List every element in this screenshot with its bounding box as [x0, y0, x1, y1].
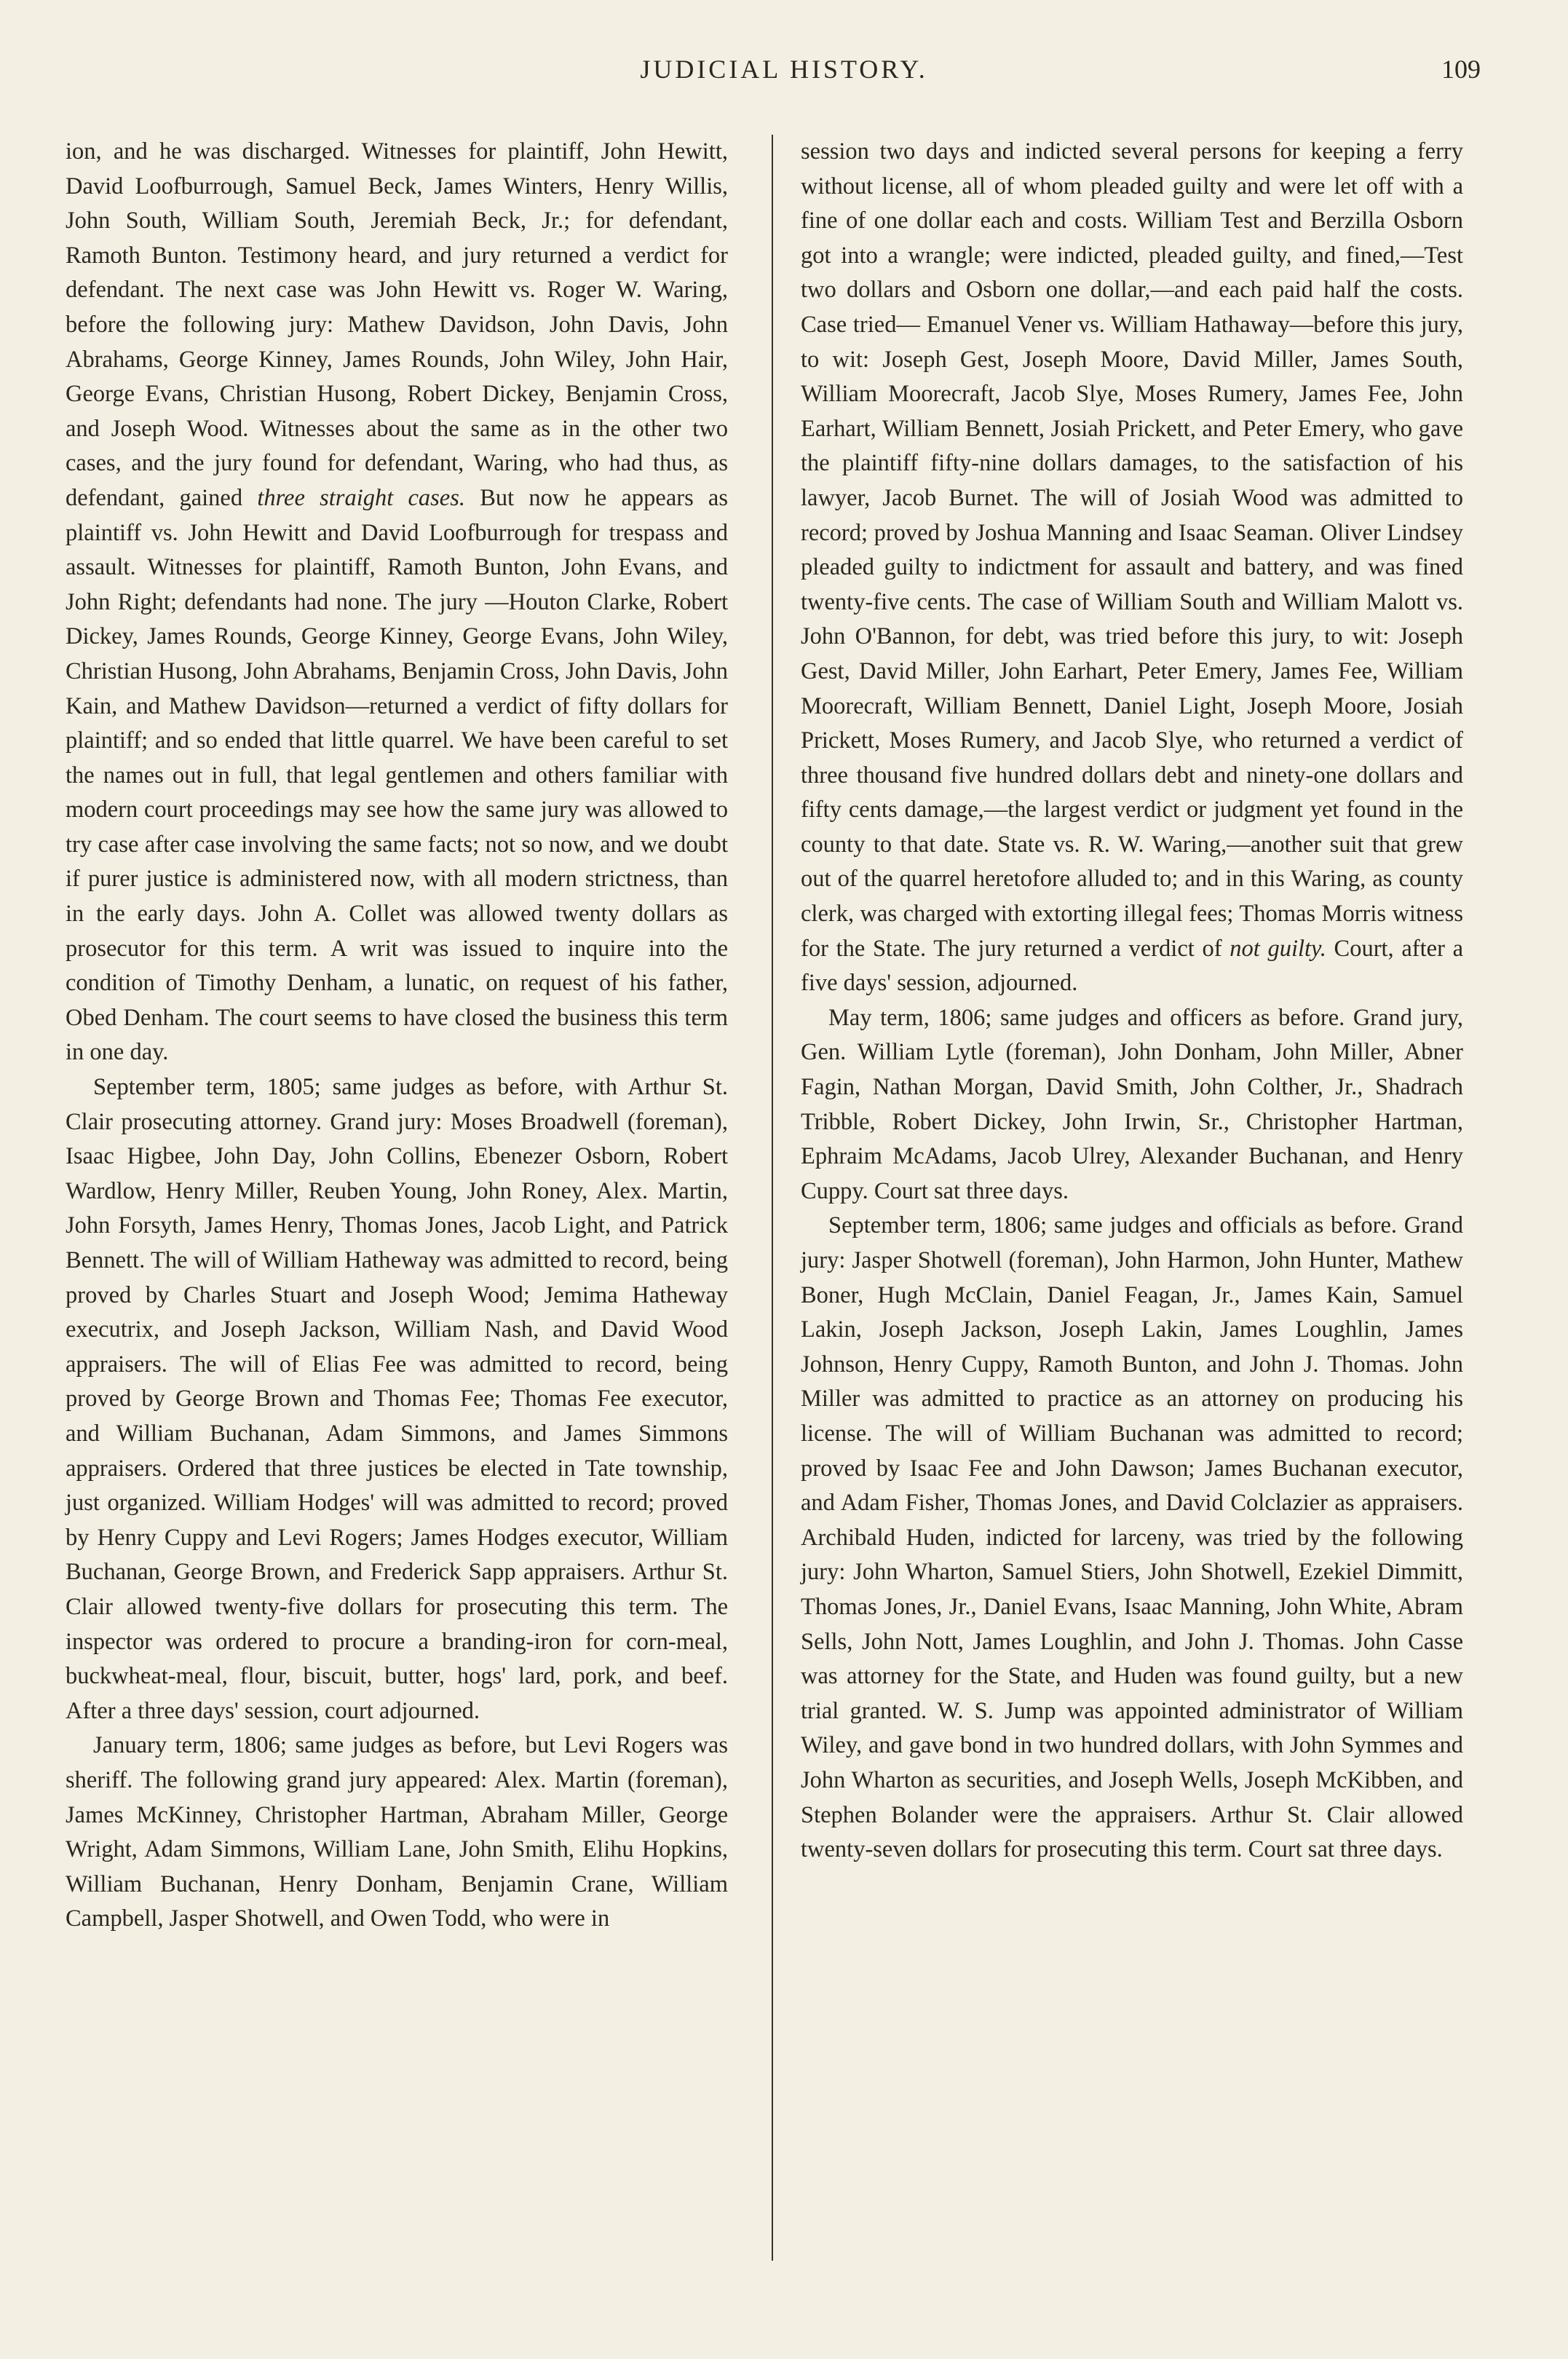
right-p1-tail: Court, after a five days' session, adjourned.	[801, 935, 1464, 997]
left-p1-italic: three straight cases.	[257, 484, 465, 511]
left-p1-tail: But now he appears as plaintiff vs. John Hewitt and David Loofburrough for trespass and assault. Witnesses for plaintiff, Ramoth Bunton, John Evans, and John Right; defendants had none. The jury —Houton Clarke, Robert Dickey, James Rounds, George Kinney, George Evans, John Wiley, Christian Husong, John Abrahams, Benjamin Cross, John Davis, John Kain, and Mathew Davidson—returned a verdict of fifty dollars for plaintiff; and so ended that little quarrel. We have been careful to set the names out in full, that legal gentlemen and others familiar with modern court proceedings may see how the same jury was allowed to try case after case involving the same facts; not so now, and we doubt if purer justice is administered now, with all modern strictness, than in the early days. John A. Collet was allowed twenty dollars as prosecutor for this term. A writ was issued to inquire into the condition of Timothy Denham, a lunatic, on request of his father, Obed Denham. The court seems to have closed the business this term in one day.	[66, 484, 729, 1066]
left-paragraph-2: September term, 1805; same judges as before, with Arthur St. Clair prosecuting attorney. Grand jury: Moses Broadwell (foreman), Isaac Higbee, John Day, John Collins, Ebenezer Osborn, Robert Wardlow, Henry Miller, Reuben Young, John Roney, Alex. Martin, John Forsyth, James Henry, Thomas Jones, Jacob Light, and Patrick Bennett. The will of William Hatheway was admitted to record, being proved by Charles Stuart and Joseph Wood; Jemima Hatheway executrix, and Joseph Jackson, William Nash, and David Wood appraisers. The will of Elias Fee was admitted to record, being proved by George Brown and Thomas Fee; Thomas Fee executor, and William Buchanan, Adam Simmons, and James Simmons appraisers. Ordered that three justices be elected in Tate township, just organized. William Hodges' will was admitted to record; proved by Henry Cuppy and Levi Rogers; James Hodges executor, William Buchanan, George Brown, and Frederick Sapp appraisers. Arthur St. Clair allowed twenty-five dollars for prosecuting this term. The inspector was ordered to procure a branding-iron for corn-meal, buckwheat-meal, flour, biscuit, butter, hogs' lard, pork, and beef. After a three days' session, court adjourned.	[66, 1074, 728, 1724]
text-columns	[66, 135, 1502, 2330]
right-p1-italic: not guilty.	[1230, 935, 1326, 962]
right-paragraph-1	[801, 135, 1463, 1001]
left-paragraph-1	[66, 135, 728, 1070]
right-paragraph-3: September term, 1806; same judges and officials as before. Grand jury: Jasper Shotwell (foreman), John Harmon, John Hunter, Mathew Boner, Hugh McClain, Daniel Feagan, Jr., James Kain, Samuel Lakin, Joseph Jackson, Joseph Lakin, James Loughlin, James Johnson, Henry Cuppy, Ramoth Bunton, and John J. Thomas. John Miller was admitted to practice as an attorney on producing his license. The will of William Buchanan was admitted to record; proved by Isaac Fee and John Dawson; James Buchanan executor, and Adam Fisher, Thomas Jones, and David Colclazier as appraisers. Archibald Huden, indicted for larceny, was tried by the following jury: John Wharton, Samuel Stiers, John Shotwell, Ezekiel Dimmitt, Thomas Jones, Jr., Daniel Evans, Isaac Manning, John White, Abram Sells, John Nott, James Loughlin, and John J. Thomas. John Casse was attorney for the State, and Huden was found guilty, but a new trial granted. W. S. Jump was appointed administrator of William Wiley, and gave bond in two hundred dollars, with John Symmes and John Wharton as securities, and Joseph Wells, Joseph McKibben, and Stephen Bolander were the appraisers. Arthur St. Clair allowed twenty-seven dollars for prosecuting this term. Court sat three days.	[801, 1212, 1463, 1863]
right-column	[801, 135, 1463, 2330]
column-divider	[772, 135, 773, 2261]
left-column	[66, 135, 728, 2330]
right-paragraph-2: May term, 1806; same judges and officers as before. Grand jury, Gen. William Lytle (foreman), John Donham, John Miller, Abner Fagin, Nathan Morgan, David Smith, John Colther, Jr., Shadrach Tribble, Robert Dickey, John Irwin, Sr., Christopher Hartman, Ephraim McAdams, Jacob Ulrey, Alexander Buchanan, and Henry Cuppy. Court sat three days.	[801, 1004, 1463, 1204]
left-paragraph-3: January term, 1806; same judges as before, but Levi Rogers was sheriff. The following grand jury appeared: Alex. Martin (foreman), James McKinney, Christopher Hartman, Abraham Miller, George Wright, Adam Simmons, William Lane, John Smith, Elihu Hopkins, William Buchanan, Henry Donham, Benjamin Crane, William Campbell, Jasper Shotwell, and Owen Todd, who were in	[66, 1732, 728, 1932]
running-head: JUDICIAL HISTORY.	[640, 55, 928, 84]
page-header	[58, 54, 1510, 98]
left-p1-text: ion, and he was discharged. Witnesses for plaintiff, John Hewitt, David Loofburrough, Samuel Beck, James Winters, Henry Willis, John South, William South, Jeremiah Beck, Jr.; for defendant, Ramoth Bunton. Testimony heard, and jury returned a verdict for defendant. The next case was John Hewitt vs. Roger W. Waring, before the following jury: Mathew Davidson, John Davis, John Abrahams, George Kinney, James Rounds, John Wiley, John Hair, George Evans, Christian Husong, Robert Dickey, Benjamin Cross, and Joseph Wood. Witnesses about the same as in the other two cases, and the jury found for defendant, Waring, who had thus, as defendant, gained	[66, 138, 728, 511]
right-p1-text: session two days and indicted several persons for keeping a ferry without license, all of whom pleaded guilty and were let off with a fine of one dollar each and costs. William Test and Berzilla Osborn got into a wrangle; were indicted, pleaded guilty, and fined,—Test two dollars and Osborn one dollar,—and each paid half the costs. Case tried— Emanuel Vener vs. William Hathaway—before this jury, to wit: Joseph Gest, Joseph Moore, David Miller, James South, William Moorecraft, Jacob Slye, Moses Rumery, James Fee, John Earhart, William Bennett, Josiah Prickett, and Peter Emery, who gave the plaintiff fifty-nine dollars damages, to the satisfaction of his lawyer, Jacob Burnet. The will of Josiah Wood was admitted to record; proved by Joshua Manning and Isaac Seaman. Oliver Lindsey pleaded guilty to indictment for assault and battery, and was fined twenty-five cents. The case of William South and William Malott vs. John O'Bannon, for debt, was tried before this jury, to wit: Joseph Gest, David Miller, John Earhart, Peter Emery, James Fee, William Moorecraft, William Bennett, Daniel Light, Joseph Moore, Josiah Prickett, Moses Rumery, and Jacob Slye, who returned a verdict of three thousand five hundred dollars debt and ninety-one dollars and fifty cents damage,—the largest verdict or judgment yet found in the county to that date. State vs. R. W. Waring,—another suit that grew out of the quarrel heretofore alluded to; and in this Waring, as county clerk, was charged with extorting illegal fees; Thomas Morris witness for the State. The jury returned a verdict of	[801, 138, 1463, 962]
page-number: 109	[1441, 55, 1481, 84]
